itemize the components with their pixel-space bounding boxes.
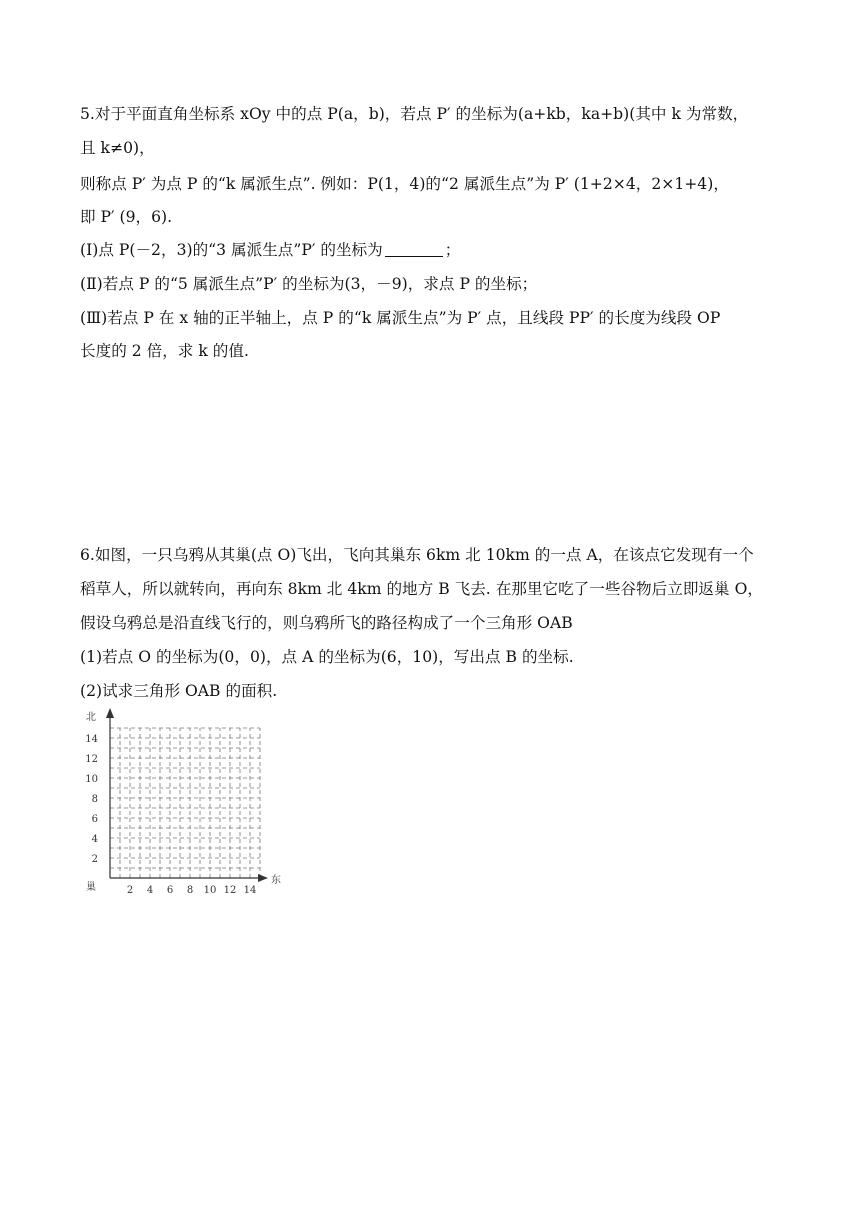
origin-label: 巢: [86, 882, 96, 893]
q5-part-1-text: (Ⅰ)点 P(－2，3)的“3 属派生点”P′ 的坐标为: [80, 241, 383, 259]
x-tick-label: 10: [203, 885, 217, 894]
x-tick-label: 14: [243, 885, 257, 894]
y-tick-label: 12: [85, 754, 98, 765]
coordinate-grid: [78, 702, 288, 894]
q6-line-1: 6.如图，一只乌鸦从其巢(点 O)飞出，飞向其巢东 6km 北 10km 的一点 A，在该点它发现有一个: [80, 546, 754, 564]
y-axis-arrow: [106, 708, 114, 718]
q5-part-1-end: ；: [444, 241, 461, 259]
x-tick-label: 8: [186, 885, 194, 894]
q5-part-3-line-2: 长度的 2 倍，求 k 的值.: [80, 342, 249, 360]
y-tick-label: 14: [85, 734, 98, 745]
q5-line-4: 即 P′ (9，6).: [80, 208, 173, 226]
q5-line-2: 且 k≠0)，: [80, 139, 155, 157]
x-tick-label: 4: [146, 885, 154, 894]
q5-part-1: [80, 238, 460, 262]
x-tick-label: 2: [126, 885, 134, 894]
y-tick-labels: [85, 734, 98, 865]
x-tick-labels: [127, 885, 257, 894]
q5-line-1: 5.对于平面直角坐标系 xOy 中的点 P(a，b)，若点 P′ 的坐标为(a+kb，ka+b)(其中 k 为常数，: [80, 105, 749, 123]
y-tick-label: 8: [91, 794, 98, 805]
x-axis-label: 东: [271, 875, 281, 886]
grid-lines: [110, 728, 260, 878]
q5-line-3: 则称点 P′ 为点 P 的“k 属派生点”. 例如：P(1，4)的“2 属派生点”为 P′ (1+2×4，2×1+4)，: [80, 175, 729, 193]
y-tick-label: 6: [91, 814, 98, 825]
q6-line-3: 假设乌鸦总是沿直线飞行的，则乌鸦所飞的路径构成了一个三角形 OAB: [80, 614, 573, 632]
x-tick-label: 12: [223, 885, 237, 894]
y-tick-label: 2: [91, 854, 98, 865]
x-axis-arrow: [258, 874, 268, 882]
y-tick-label: 4: [91, 834, 98, 845]
q6-line-2: 稻草人，所以就转向，再向东 8km 北 4km 的地方 B 飞去. 在那里它吃了一些谷物后立即返巢 O，: [80, 580, 763, 598]
answer-blank[interactable]: [385, 240, 443, 257]
x-tick-label: 6: [166, 885, 174, 894]
y-axis-label: 北: [86, 712, 96, 723]
y-tick-label: 10: [85, 774, 98, 785]
q5-part-2: (Ⅱ)若点 P 的“5 属派生点”P′ 的坐标为(3，－9)，求点 P 的坐标；: [80, 275, 538, 293]
q6-line-4: (1)若点 O 的坐标为(0，0)，点 A 的坐标为(6，10)，写出点 B 的坐标.: [80, 648, 574, 666]
q6-line-5: (2)试求三角形 OAB 的面积.: [80, 682, 278, 700]
q5-part-3-line-1: (Ⅲ)若点 P 在 x 轴的正半轴上，点 P 的“k 属派生点”为 P′ 点，且线段 PP′ 的长度为线段 OP: [80, 309, 721, 327]
